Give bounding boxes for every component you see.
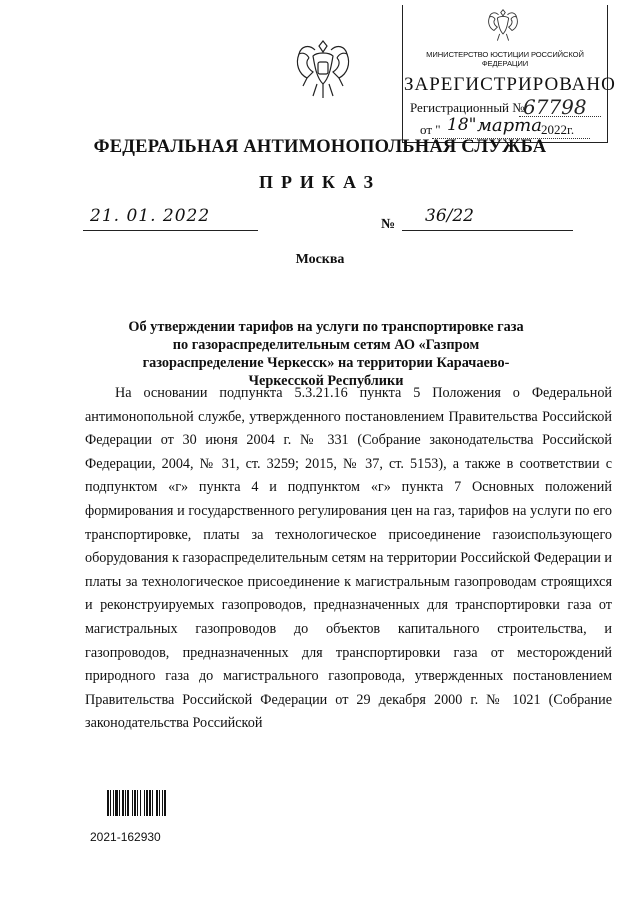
stamp-date-prefix: от " bbox=[420, 122, 441, 137]
barcode-bar bbox=[113, 790, 114, 816]
city: Москва bbox=[295, 252, 345, 267]
barcode-icon bbox=[107, 790, 195, 816]
barcode-bar bbox=[110, 790, 111, 816]
order-number: 36/22 bbox=[425, 206, 474, 226]
stamp-coat-of-arms-icon bbox=[486, 8, 520, 44]
stamp-date-year: 2022г. bbox=[541, 122, 575, 137]
order-number-underline bbox=[402, 230, 573, 231]
stamp-ministry-name: МИНИСТЕРСТВО ЮСТИЦИИ РОССИЙСКОЙ ФЕДЕРАЦИИ bbox=[426, 50, 584, 68]
body-paragraph: На основании подпункта 5.3.21.16 пункта 5 Положения о Федеральной антимонопольной службе, утвержденного постановлением Правительства Российской Федерации от 30 июня 2004 г. № 331 (Собрание законодательства Российской Федерации, 2004, № 31, ст. 3259; 2015, № 37, ст. 5153), а также в соответствии с подпунктом «г» пункта 4 и подпунктом «г» пункта 7 Основных положений формирования и государственного регулирования цен на газ, тарифов на услуги по его транспортировке, платы за технологическое присоединение газоиспользующего оборудования к газораспределительным сетям на территории Российской Федерации и платы за технологическое присоединение к магистральным газопроводам строящихся и реконструируемых газопроводов, предназначенных для транспортировки газа от магистральных газопроводов до объектов капитального строительства, и газопроводов, предназначенных для транспортировки газа от месторождений природного газа до магистрального газопровода, утвержденных постановлением Правительства Российской Федерации от 29 декабря 2000 г. № 1021 (Собрание законодательства Российской bbox=[85, 385, 612, 732]
barcode-bar bbox=[156, 790, 158, 816]
barcode-number: 2021-162930 bbox=[90, 830, 161, 844]
stamp-registration-number: 67798 bbox=[523, 95, 587, 119]
barcode-bar bbox=[115, 790, 118, 816]
barcode-bar bbox=[164, 790, 166, 816]
stamp-status: ЗАРЕГИСТРИРОВАНО bbox=[404, 74, 616, 95]
stamp-date-month: марта bbox=[477, 115, 542, 136]
barcode-bar bbox=[152, 790, 153, 816]
barcode-bar bbox=[107, 790, 109, 816]
barcode-bar bbox=[122, 790, 124, 816]
stamp-registration-label: Регистрационный № bbox=[410, 100, 525, 115]
barcode-bar bbox=[144, 790, 145, 816]
order-date-underline bbox=[83, 230, 258, 231]
barcode-bar bbox=[149, 790, 151, 816]
barcode-bar bbox=[119, 790, 120, 816]
barcode-bar bbox=[127, 790, 129, 816]
barcode-bar bbox=[134, 790, 136, 816]
barcode-bar bbox=[162, 790, 163, 816]
order-title: Об утверждении тарифов на услуги по транспортировке газа по газораспределительным сетям АО «Газпром газораспределение Черкесск» на территории Карачаево-Черкесской Республики bbox=[128, 319, 524, 389]
agency-name: ФЕДЕРАЛЬНАЯ АНТИМОНОПОЛЬНАЯ СЛУЖБА bbox=[93, 137, 547, 157]
number-sign: № bbox=[381, 217, 396, 232]
barcode-bar bbox=[132, 790, 133, 816]
coat-of-arms-icon bbox=[293, 38, 353, 102]
barcode-bar bbox=[125, 790, 126, 816]
barcode-bar bbox=[140, 790, 141, 816]
stamp-date-day: 18" bbox=[447, 115, 477, 135]
order-date: 21. 01. 2022 bbox=[90, 206, 211, 226]
document-type: ПРИКАЗ bbox=[258, 172, 382, 192]
barcode-bar bbox=[146, 790, 148, 816]
barcode-bar bbox=[159, 790, 160, 816]
barcode-bar bbox=[137, 790, 138, 816]
